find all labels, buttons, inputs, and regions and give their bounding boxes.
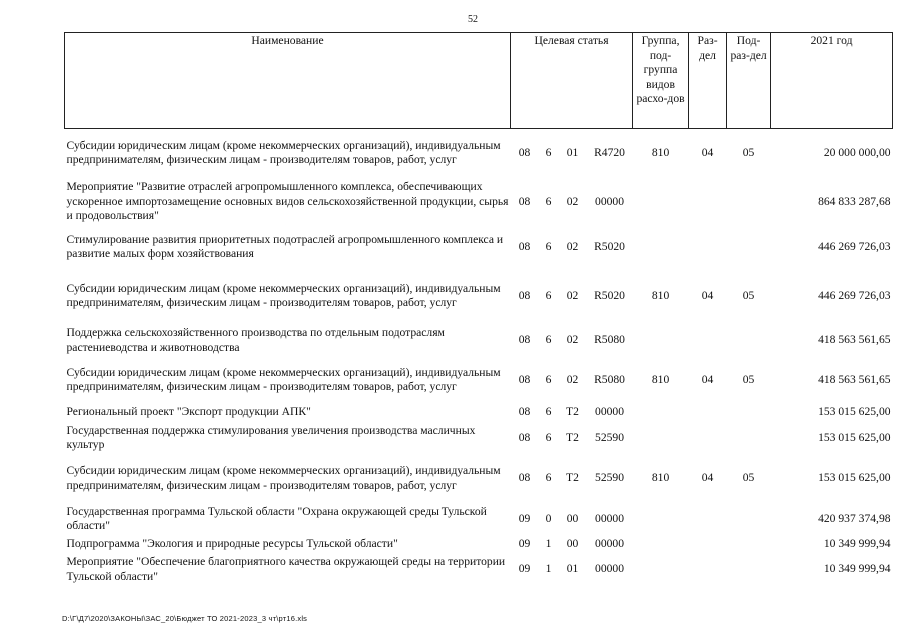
- cell-name: Стимулирование развития приоритетных подотраслей агропромышленного комплекса и развитие малых форм хозяйствования: [66, 232, 504, 260]
- cell-name: Мероприятие "Развитие отраслей агропромышленного комплекса, обеспечивающих ускоренное импортозамещение основных видов сельскохозяйственной продукции, сырья и продовольствия": [66, 180, 509, 223]
- cell-subsection: [727, 227, 771, 268]
- cell-section: [689, 503, 727, 536]
- cell-p3: 02: [566, 194, 579, 208]
- cell-p2: 6: [545, 288, 552, 302]
- cell-section: [689, 536, 727, 554]
- cell-p2: 6: [545, 430, 552, 444]
- cell-group: [633, 178, 689, 227]
- page-number: 52: [468, 14, 478, 25]
- cell-p4: R4720: [594, 146, 625, 159]
- budget-table: [64, 32, 893, 586]
- table-row: [65, 554, 893, 586]
- cell-p3: T2: [566, 471, 579, 485]
- cell-name: Государственная программа Тульской области "Охрана окружающей среды Тульской области": [66, 504, 487, 532]
- cell-p4: R5080: [594, 372, 625, 386]
- table-row: [65, 227, 893, 268]
- cell-p4: 00000: [595, 194, 625, 208]
- cell-p3: 00: [566, 511, 579, 525]
- cell-p4: 00000: [595, 562, 625, 576]
- cell-section: [689, 227, 727, 268]
- cell-section: [689, 404, 727, 422]
- cell-name: Субсидии юридическим лицам (кроме некоммерческих организаций), индивидуальным предпринимателям, физическим лицам - производителям товаров, работ, услуг: [66, 281, 501, 309]
- cell-p2: 1: [545, 537, 552, 551]
- table-header-row: [65, 33, 893, 129]
- cell-group: 810: [651, 471, 670, 485]
- cell-amount: 446 269 726,03: [818, 288, 891, 302]
- cell-p1: 08: [518, 471, 531, 485]
- cell-section: 04: [701, 146, 714, 159]
- cell-amount: 418 563 561,65: [818, 372, 891, 386]
- table-row: [65, 455, 893, 503]
- cell-subsection: [727, 536, 771, 554]
- cell-group: [633, 503, 689, 536]
- cell-section: [689, 554, 727, 586]
- cell-p1: 08: [518, 430, 531, 444]
- cell-p3: 02: [566, 288, 579, 302]
- table-row: [65, 357, 893, 404]
- cell-subsection: 05: [742, 372, 755, 386]
- cell-section: 04: [701, 288, 714, 302]
- cell-subsection: [727, 554, 771, 586]
- header-name: Наименование: [65, 33, 511, 129]
- header-subsection: Под-раз-дел: [727, 33, 771, 129]
- cell-subsection: [727, 178, 771, 227]
- cell-p2: 6: [545, 372, 552, 386]
- cell-p3: 02: [566, 372, 579, 386]
- table-row: [65, 503, 893, 536]
- table-row: [65, 422, 893, 455]
- cell-amount: 153 015 625,00: [818, 430, 891, 444]
- cell-p2: 6: [545, 333, 552, 347]
- cell-p4: 52590: [595, 430, 625, 444]
- cell-p3: T2: [566, 405, 579, 419]
- cell-p1: 08: [518, 405, 531, 419]
- cell-section: 04: [701, 471, 714, 485]
- cell-name: Государственная поддержка стимулирования увеличения производства масличных культур: [66, 423, 476, 451]
- file-path-footer: D:\Г\Д7\2020\ЗАКОНЫ\ЗАС_20\Бюджет ТО 2021-2023_3 чт\рт16.xls: [62, 614, 308, 623]
- cell-p4: R5020: [594, 288, 625, 302]
- cell-group: [633, 227, 689, 268]
- cell-p4: R5080: [594, 333, 625, 347]
- cell-group: 810: [651, 288, 670, 302]
- cell-name: Мероприятие "Обеспечение благоприятного качества окружающей среды на территории Тульской области": [66, 555, 506, 583]
- cell-p4: 00000: [595, 511, 625, 525]
- cell-amount: 864 833 287,68: [818, 194, 891, 208]
- cell-p1: 09: [518, 562, 531, 576]
- header-target: Целевая статья: [511, 33, 633, 129]
- header-group: Группа, под-группа видов расхо-дов: [633, 33, 689, 129]
- table-row: [65, 129, 893, 178]
- cell-p2: 6: [545, 146, 552, 159]
- cell-name: Региональный проект "Экспорт продукции АПК": [66, 405, 311, 419]
- cell-p2: 6: [545, 194, 552, 208]
- cell-p4: R5020: [594, 239, 625, 253]
- cell-group: 810: [651, 372, 670, 386]
- cell-p3: 01: [566, 146, 579, 159]
- table-row: [65, 268, 893, 325]
- cell-amount: 10 349 999,94: [823, 537, 891, 551]
- cell-group: [633, 404, 689, 422]
- cell-p1: 09: [518, 537, 531, 551]
- cell-p3: 01: [566, 562, 579, 576]
- cell-amount: 420 937 374,98: [818, 511, 891, 525]
- cell-subsection: [727, 404, 771, 422]
- cell-subsection: [727, 422, 771, 455]
- cell-name: Субсидии юридическим лицам (кроме некоммерческих организаций), индивидуальным предпринимателям, физическим лицам - производителям товаров, работ, услуг: [66, 464, 501, 492]
- cell-subsection: [727, 325, 771, 357]
- cell-p2: 0: [545, 511, 552, 525]
- cell-p1: 08: [518, 372, 531, 386]
- cell-subsection: 05: [742, 288, 755, 302]
- cell-subsection: 05: [742, 146, 755, 159]
- cell-section: [689, 422, 727, 455]
- cell-name: Подпрограмма "Экология и природные ресурсы Тульской области": [66, 537, 398, 551]
- header-section: Раз-дел: [689, 33, 727, 129]
- cell-name: Субсидии юридическим лицам (кроме некоммерческих организаций), индивидуальным предпринимателям, физическим лицам - производителям товаров, работ, услуг: [66, 138, 501, 167]
- cell-section: [689, 325, 727, 357]
- cell-p2: 1: [545, 562, 552, 576]
- cell-p2: 6: [545, 239, 552, 253]
- cell-p3: 02: [566, 239, 579, 253]
- cell-p2: 6: [545, 405, 552, 419]
- cell-amount: 10 349 999,94: [823, 562, 891, 576]
- cell-p1: 08: [518, 333, 531, 347]
- cell-group: [633, 325, 689, 357]
- cell-subsection: 05: [742, 471, 755, 485]
- cell-p3: 00: [566, 537, 579, 551]
- cell-section: 04: [701, 372, 714, 386]
- cell-p3: 02: [566, 333, 579, 347]
- cell-p4: 00000: [595, 537, 625, 551]
- cell-p2: 6: [545, 471, 552, 485]
- cell-p1: 08: [518, 288, 531, 302]
- table-row: [65, 536, 893, 554]
- cell-subsection: [727, 503, 771, 536]
- header-year: 2021 год: [771, 33, 893, 129]
- table-row: [65, 178, 893, 227]
- cell-p1: 08: [518, 194, 531, 208]
- cell-amount: 20 000 000,00: [823, 146, 891, 159]
- cell-p1: 08: [518, 146, 531, 159]
- cell-group: [633, 422, 689, 455]
- cell-amount: 153 015 625,00: [818, 471, 891, 485]
- cell-p4: 52590: [595, 471, 625, 485]
- cell-p3: T2: [566, 430, 579, 444]
- cell-section: [689, 178, 727, 227]
- cell-name: Поддержка сельскохозяйственного производства по отдельным подотраслям растениеводства и животноводства: [66, 326, 445, 354]
- cell-p1: 08: [518, 239, 531, 253]
- cell-name: Субсидии юридическим лицам (кроме некоммерческих организаций), индивидуальным предпринимателям, физическим лицам - производителям товаров, работ, услуг: [66, 365, 501, 393]
- cell-amount: 418 563 561,65: [818, 333, 891, 347]
- cell-amount: 153 015 625,00: [818, 405, 891, 419]
- cell-group: [633, 554, 689, 586]
- cell-amount: 446 269 726,03: [818, 239, 891, 253]
- cell-p4: 00000: [595, 405, 625, 419]
- cell-group: 810: [651, 146, 670, 159]
- cell-group: [633, 536, 689, 554]
- cell-p1: 09: [518, 511, 531, 525]
- table-row: [65, 404, 893, 422]
- table-row: [65, 325, 893, 357]
